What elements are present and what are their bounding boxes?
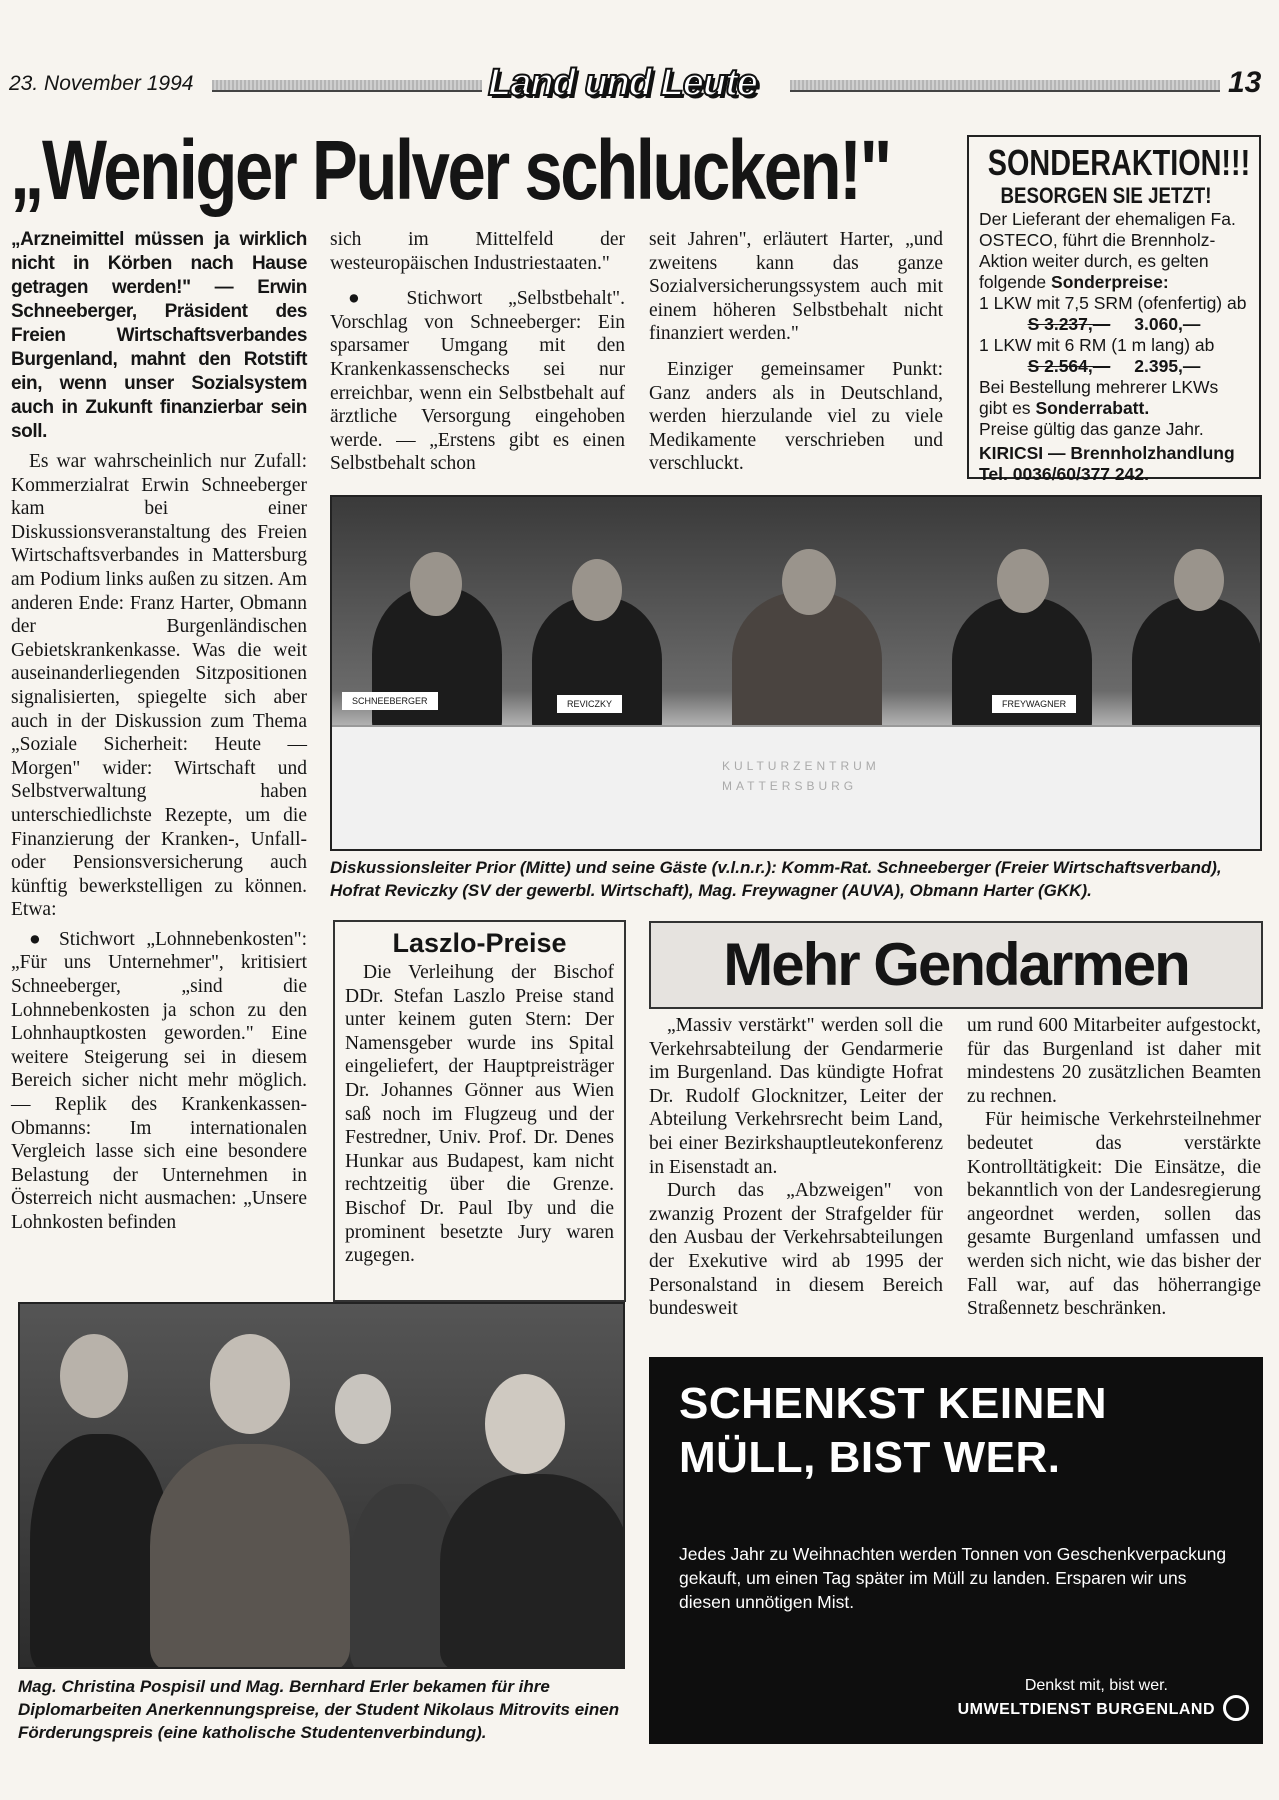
paragraph: Durch das „Abzweigen" von zwanzig Prozent der Strafgelder für den Ausbau der Verkehrsabteilungen der Exekutive wird ab 1995 der Personalstand in diesem Bereich bundesweit	[649, 1180, 943, 1320]
paragraph: Für heimische Verkehrsteilnehmer bedeutet das verstärkte Kontrolltätigkeit: Die Einsätze, die bekanntlich von der Landesregierung angeordnet werden, sollen das gesamte Burgenland umfassen und werden sich nicht, wie das bisher der Fall war, auf das höherrangige Straßennetz beschränken.	[967, 1109, 1261, 1320]
offer-2: 1 LKW mit 6 RM (1 m lang) ab	[979, 335, 1215, 355]
section-logo: Land und Leute	[488, 62, 757, 104]
paragraph: sich im Mittelfeld der westeuropäischen Industriestaaten."	[330, 229, 625, 274]
paragraph: Es war wahrscheinlich nur Zufall: Kommerzialrat Erwin Schneeberger kam bei einer Diskussionsveranstaltung des Freien Wirtschaftsverbandes in Mattersburg am Podium links außen zu sitzen. Am anderen Ende: Franz Harter, Obmann der Burgenländischen Gebietskrankenkasse. Was die weit auseinanderliegenden Sitzpositionen signalisierten, spiegelte sich aber auch in der Diskussion zum Thema „Soziale Sicherheit: Heute — Morgen" wider: Wirtschaft und Selbstverwaltung haben unterschiedlichste Rezepte, um die Finanzierung der Kranken-, Unfall- oder Pensionsversicherung auch künftig bewerkstelligen zu können. Etwa:	[11, 451, 307, 921]
paragraph: seit Jahren", erläutert Harter, „und zweitens kann das ganze Sozialversicherungssystem auch mit einem höheren Selbstbehalt nicht finanziert werden."	[649, 229, 943, 345]
article-lead: „Arzneimittel müssen ja wirklich nicht in Körben nach Hause getragen werden!" — Erwin Schneeberger, Präsident des Freien Wirtschaftsverbandes Burgenland, mahnt den Rotstift ein, wenn unser Sozialsystem auch in Zukunft finanzierbar sein soll.	[11, 229, 307, 442]
old-price-2: S 2.564,—	[1027, 356, 1111, 376]
laszlo-body: Die Verleihung der Bischof DDr. Stefan Laszlo Preise stand unter keinem guten Stern: Der Namensgeber wurde ins Spital eingeliefert, der Hauptpreisträger Dr. Johannes Gönner aus Wien saß noch im Flugzeug und der Festredner, Univ. Prof. Dr. Denes Hunkar aus Budapest, kam nicht rechtzeitig über die Grenze. Bischof Dr. Paul Iby und die prominent besetzte Jury waren zugegen.	[345, 962, 614, 1267]
name-sign: REVICZKY	[557, 695, 622, 713]
ad-headline: SCHENKST KEINEN	[679, 1379, 1107, 1428]
ad-headline: MÜLL, BIST WER.	[679, 1433, 1061, 1482]
ad-sender: UMWELTDIENST BURGENLAND	[957, 1701, 1215, 1718]
gendarmen-headline: Mehr Gendarmen	[649, 921, 1263, 1009]
name-sign: FREYWAGNER	[992, 695, 1076, 713]
page-number: 13	[1228, 66, 1262, 99]
header-rule-right	[790, 80, 1220, 92]
validity: Preise gültig das ganze Jahr.	[979, 419, 1204, 439]
banner-text: MATTERSBURG	[722, 779, 858, 793]
paragraph: ● Stichwort „Selbstbehalt". Vorschlag von Schneeberger: Ein sparsamer Umgang mit den Krankenkassenschecks sei nur erreichbar, wenn ein Selbstbehalt auf ärztliche Versorgung eingehoben werde. — „Erstens gibt es einen Selbstbehalt schon	[330, 288, 625, 475]
header-rule-left	[212, 80, 482, 92]
offer-1: 1 LKW mit 7,5 SRM (ofenfertig) ab	[979, 293, 1247, 313]
laszlo-article	[333, 920, 626, 1302]
firewood-ad	[967, 135, 1261, 484]
gendarmen-column-2	[967, 1014, 1261, 1327]
award-photo	[18, 1302, 625, 1669]
paragraph: um rund 600 Mitarbeiter aufgestockt, für das Burgenland ist daher mit mindestens 20 zusätzlichen Beamten zu rechnen.	[967, 1015, 1261, 1107]
new-price-1: 3.060,—	[1134, 314, 1201, 334]
company: KIRICSI — Brennholzhandlung	[979, 443, 1235, 463]
panel-discussion-photo	[330, 495, 1262, 851]
photo-caption: Diskussionsleiter Prior (Mitte) und seine Gäste (v.l.n.r.): Komm-Rat. Schneeberger (Freier Wirtschaftsverband), Hofrat Reviczky (SV der gewerbl. Wirtschaft), Mag. Freywagner (AUVA), Obmann Harter (GKK).	[330, 858, 1222, 900]
beetle-logo-icon	[1223, 1695, 1249, 1721]
ad-intro: Der Lieferant der ehemaligen Fa. OSTECO, führt die Brennholz-Aktion weiter durch, es gelten folgende	[979, 209, 1236, 292]
article-column-2	[330, 228, 625, 482]
ad-slogan: Denkst mit, bist wer.	[1024, 1677, 1168, 1694]
ad-subtitle: BESORGEN SIE JETZT!	[1000, 183, 1212, 208]
paragraph: ● Stichwort „Lohnnebenkosten": „Für uns Unternehmer", kritisiert Schneeberger, „sind die Lohnnebenkosten ja schon zu den Lohnhauptkosten geworden." Eine weitere Steigerung sei in diesem Bereich sicher nicht mehr möglich. — Replik des Krankenkassen-Obmanns: Im internationalen Vergleich lasse sich eine besondere Belastung der Unternehmen in Österreich nicht ausmachen: „Unsere Lohnkosten befinden	[11, 928, 307, 1233]
phone: Tel. 0036/60/377 242.	[979, 464, 1149, 484]
new-price-2: 2.395,—	[1134, 356, 1201, 376]
umweltdienst-ad	[649, 1357, 1263, 1744]
bulk-bold: Sonderrabatt.	[1035, 398, 1150, 418]
article-column-3	[649, 228, 943, 482]
laszlo-title: Laszlo-Preise	[392, 928, 567, 958]
ad-title: SONDERAKTION!!!	[987, 142, 1251, 183]
article-headline: „Weniger Pulver schlucken!"	[10, 123, 890, 217]
paragraph: „Massiv verstärkt" werden soll die Verkehrsabteilung der Gendarmerie im Burgenland. Das kündigte Hofrat Dr. Rudolf Glocknitzer, Leiter der Abteilung Verkehrsrecht beim Land, bei einer Bezirkshauptleutekonferenz in Eisenstadt an.	[649, 1015, 943, 1178]
article-column-1	[11, 228, 307, 1241]
bulk-text: Bei Bestellung mehrerer LKWs gibt es	[979, 377, 1219, 418]
ad-intro-bold: Sonderpreise:	[1051, 272, 1169, 292]
ad-body: Jedes Jahr zu Weihnachten werden Tonnen von Geschenkverpackung gekauft, um einen Tag später im Müll zu landen. Ersparen wir uns diesen unnötigen Mist.	[679, 1544, 1227, 1612]
banner-text: KULTURZENTRUM	[722, 759, 880, 773]
issue-date: 23. November 1994	[9, 72, 194, 95]
award-photo-caption: Mag. Christina Pospisil und Mag. Bernhard Erler bekamen für ihre Diplomarbeiten Anerkennungspreise, der Student Nikolaus Mitrovits einen Förderungspreis (eine katholische Studentenverbindung).	[18, 1677, 620, 1742]
paragraph: Einziger gemeinsamer Punkt: Ganz anders als in Deutschland, werden hierzulande viel zu viele Medikamente verschrieben und verschluckt.	[649, 358, 943, 475]
name-sign: SCHNEEBERGER	[342, 692, 438, 710]
old-price-1: S 3.237,—	[1027, 314, 1111, 334]
gendarmen-column-1	[649, 1014, 943, 1327]
